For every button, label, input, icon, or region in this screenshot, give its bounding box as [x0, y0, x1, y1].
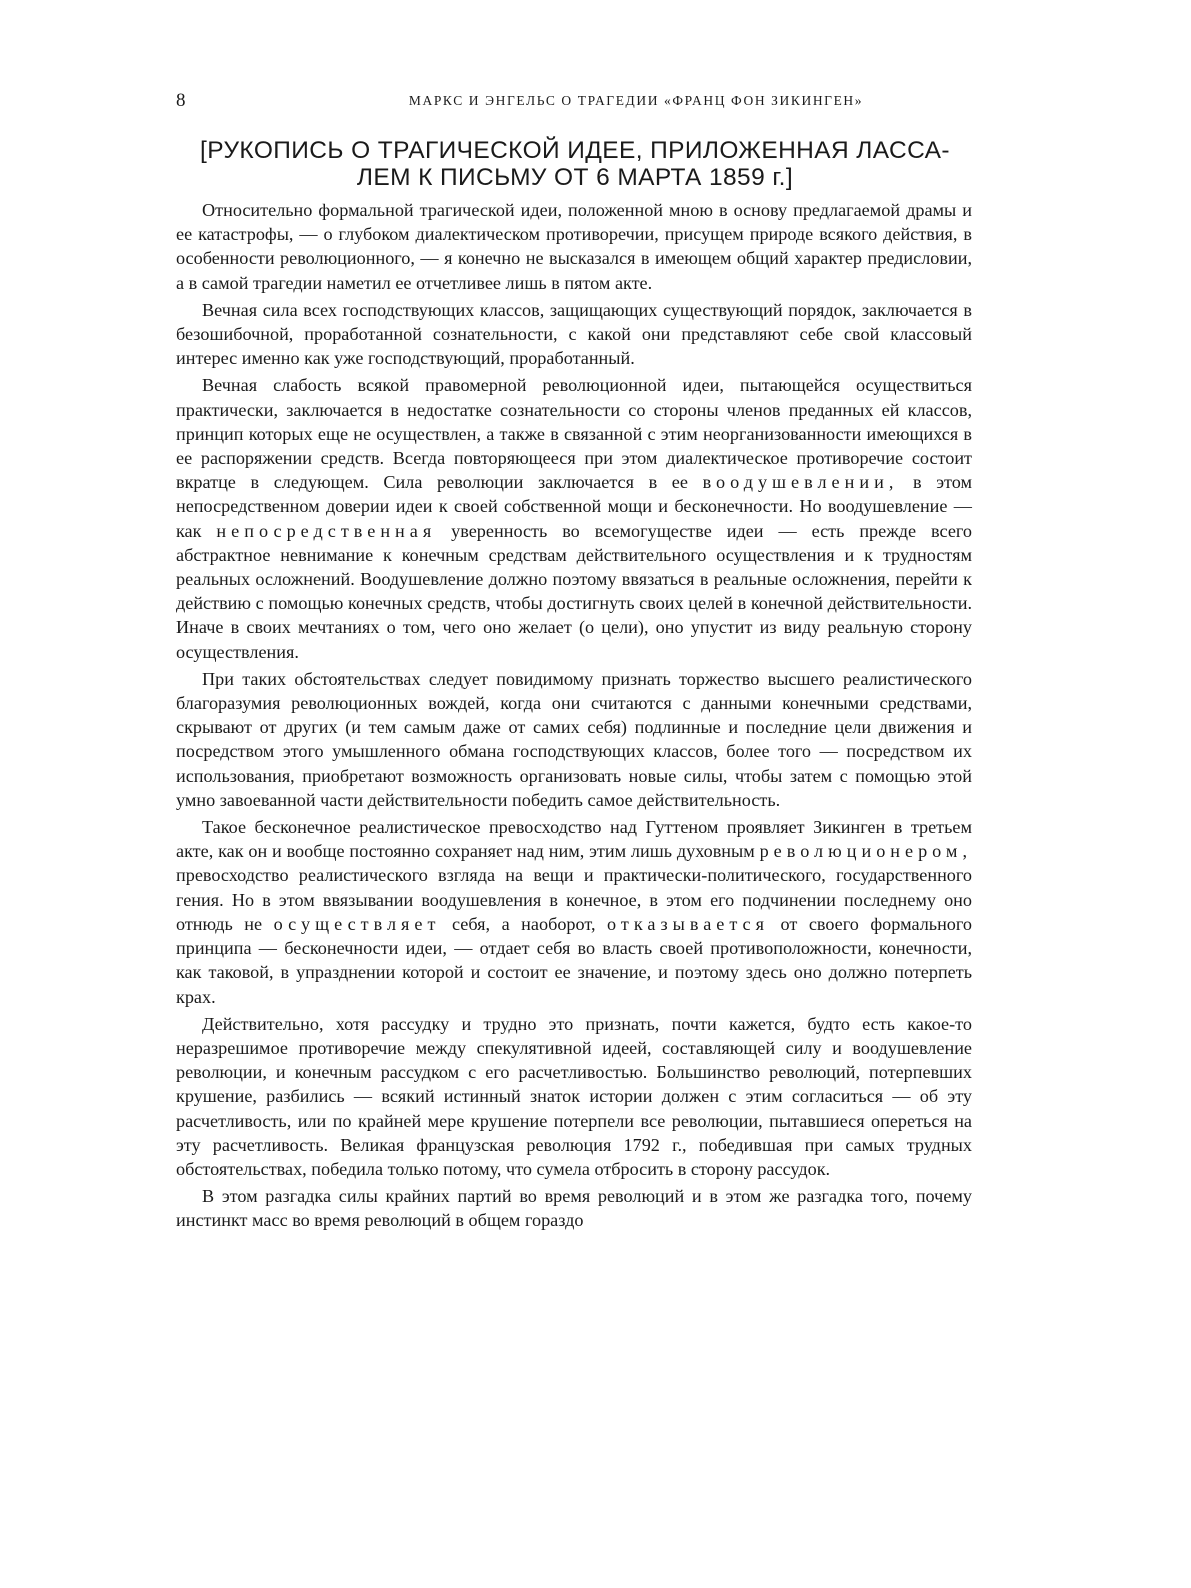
running-head [176, 88, 966, 114]
paragraph-6: Действительно, хотя рассудку и трудно это признать, почти кажется, будто есть какое-то неразрешимое противоречие между спекулятивной идеей, составляющей силу и воодушевление революции, и конечным рассудком с его расчетливостью. Большинство революций, потерпевших крушение, разбились — всякий истинный знаток истории должен с этим согласиться — об эту расчетливость, или по крайней мере крушение потерпели все революции, пытавшиеся опереться на эту расчетливость. Великая французская революция 1792 г., победившая при самых трудных обстоятельствах, победила только потому, что сумела отбросить в сторону рассудок. [176, 1013, 972, 1179]
heading-line-1: [РУКОПИСЬ О ТРАГИЧЕСКОЙ ИДЕЕ, ПРИЛОЖЕННАЯ ЛАССА- [200, 137, 950, 164]
paragraph-3-part-1: Вечная слабость всякой правомерной революционной идеи, пытающейся осуществиться практически, заключается в недостатке сознательности со стороны членов преданных ей классов, принцип которых еще не осуществлен, а также в связанной с этим неорганизованности имеющихся в ее распоряжении средств. Всегда повторяющееся при этом диалектическое противоречие состоит вкратце в следующем. Сила революции заключается в ее [176, 375, 972, 493]
paragraph-3-part-3: уверенность во всемогуществе идеи — есть прежде всего абстрактное невнимание к конечным средствам действительного осуществления и к трудностям реальных осложнений. Воодушевление должно поэтому ввязаться в реальные осложнения, перейти к действию с помощью конечных средств, чтобы достигнуть своих целей в конечной действительности. Иначе в своих мечтаниях о том, чего оно желает (о цели), оно упустит из виду реальную сторону осуществления. [176, 520, 972, 662]
heading-line-2: ЛЕМ К ПИСЬМУ ОТ 6 МАРТА 1859 г.] [356, 164, 794, 191]
paragraph-1: Относительно формальной трагической идеи, положенной мною в основу предлагаемой драмы и ее катастрофы, — о глубоком диалектическом противоречии, присущем природе всякого действия, в особенности революционного, — я конечно не высказался в имеющем общий характер предисловии, а в самой трагедии наметил ее отчетливее лишь в пятом акте. [176, 200, 972, 293]
page-number: 8 [176, 90, 186, 111]
paragraph-5-part-2: превосходство реалистического взгляда на вещи и практически-политического, государственного гения. Но в этом ввязывании воодушевления в конечное, в этом его подчинении последнему оно отнюдь не [176, 865, 972, 934]
paragraph-2: Вечная сила всех господствующих классов, защищающих существующий порядок, заключается в безошибочной, проработанной сознательности, с какой они представляют себе свой классовый интерес именно как уже господствующий, проработанный. [176, 299, 972, 369]
emphasis-vooodushevlenii: воодушевлении, [702, 472, 899, 493]
running-title: МАРКС И ЭНГЕЛЬС О ТРАГЕДИИ «ФРАНЦ ФОН ЗИКИНГЕН» [408, 93, 864, 108]
section-heading [160, 137, 990, 191]
paragraph-3-part-2: в этом непосредственном доверии идеи к своей собственной мощи и бесконечности. Но воодушевление — как [176, 472, 972, 541]
body-text [176, 198, 972, 1236]
emphasis-osushchestvlyaet: осуществляет [273, 913, 441, 934]
paragraph-4: При таких обстоятельствах следует повидимому признать торжество высшего реалистического благоразумия революционных вождей, когда они считаются с данными конечными средствами, скрывают от других (и тем самым даже от самих себя) подлинные и последние цели движения и посредством этого умышленного обмана господствующих классов, более того — посредством их использования, приобретают возможность организовать новые силы, чтобы затем с помощью этой умно завоеванной части действительности победить самое действительность. [176, 668, 972, 810]
emphasis-otkazyvaetsya: отказывается [607, 913, 769, 934]
paragraph-5-part-4: от своего формального принципа — бесконечности идеи, — отдает себя во власть своей противоположности, конечности, как таковой, в упразднении которой и состоит ее значение, и поэтому здесь оно должно потерпеть крах. [176, 913, 972, 1007]
emphasis-neposredstvennaya: непосредственная [216, 520, 437, 541]
paragraph-5-part-3: себя, а наоборот, [440, 913, 608, 934]
paragraph-7: В этом разгадка силы крайних партий во время революций и в этом же разгадка того, почему инстинкт масс во время революций в общем гораздо [176, 1186, 972, 1231]
paragraph-5-part-1: Такое бесконечное реалистическое превосходство над Гуттеном проявляет Зикинген в третьем акте, как он и вообще постоянно сохраняет над ним, этим лишь духовным [176, 817, 972, 862]
emphasis-revolyutsionerom: революционером, [759, 841, 972, 862]
paragraph-3 [176, 373, 972, 663]
paragraph-5 [176, 815, 972, 1009]
